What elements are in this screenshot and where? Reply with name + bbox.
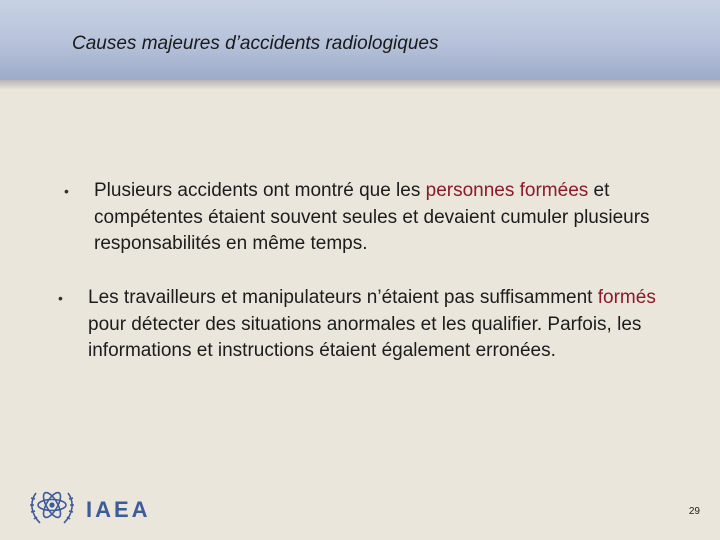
iaea-atom-laurel-icon: [26, 483, 78, 536]
page-number: 29: [688, 506, 700, 517]
bullet-text-highlight: formés: [597, 287, 656, 308]
bullet-item-1: [64, 178, 684, 258]
slide-title: Causes majeures d’accidents radiologiques: [72, 33, 439, 54]
bullet-text: [88, 285, 688, 365]
bullet-item-2: [58, 285, 688, 365]
bullet-text-part: et compétentes étaient souvent seules et devaient cumuler plusieurs responsabilités en même temps.: [94, 180, 650, 254]
header-shadow: [0, 80, 720, 90]
logo-text: IAEA: [86, 496, 151, 522]
bullet-marker: •: [58, 290, 63, 306]
bullet-marker: •: [64, 183, 69, 199]
bullet-text-part: Plusieurs accidents ont montré que les: [94, 180, 426, 201]
bullet-text-part: pour détecter des situations anormales et les qualifier. Parfois, les informations et instructions étaient également erronées.: [88, 313, 642, 361]
iaea-logo: [26, 483, 151, 536]
bullet-text-highlight: personnes formées: [425, 180, 589, 201]
bullet-text: [94, 178, 684, 258]
bullet-text-part: Les travailleurs et manipulateurs n’étaient pas suffisamment: [88, 287, 598, 308]
